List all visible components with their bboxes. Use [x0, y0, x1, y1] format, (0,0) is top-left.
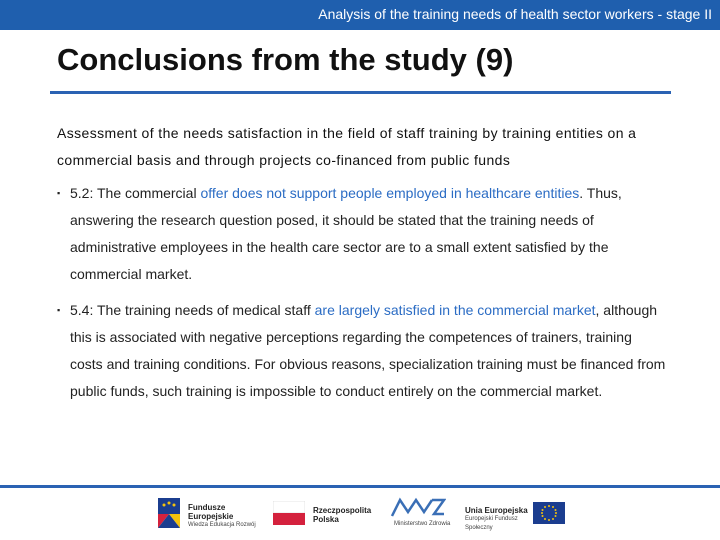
logo-subline: Europejski Fundusz Społeczny [465, 516, 518, 531]
ministerstwo-zdrowia-label: Ministerstwo Zdrowia [394, 521, 451, 527]
unia-europejska-logo [465, 496, 567, 530]
rzeczpospolita-polska-logo [273, 496, 373, 530]
logo-line: Europejskie [188, 512, 234, 521]
bullet-text-post: . Thus, answering the research question posed, it should be stated that the training needs of administrative employees in the health care sector are to a small extent satisfied by the commercial market. [70, 185, 622, 282]
footer-divider [0, 485, 720, 488]
rzeczpospolita-polska-label [313, 506, 371, 524]
bullet-text [57, 180, 667, 288]
polish-flag-icon [273, 501, 305, 525]
bullet-text-pre: 5.4: The training needs of medical staff [70, 302, 315, 318]
bullet-marker: ▪ [57, 188, 61, 198]
presentation-title: Analysis of the training needs of health sector workers - stage II [318, 6, 712, 22]
logo-line: Fundusze [188, 503, 226, 512]
logo-line: Rzeczpospolita [313, 506, 372, 515]
bullet-item [57, 180, 667, 288]
eu-flag-icon [533, 502, 565, 524]
section-subheading: Assessment of the needs satisfaction in the field of staff training by training entities on a commercial basis and through projects co-financed from public funds [57, 125, 637, 168]
bullet-highlight: offer does not support people employed in healthcare entities [200, 185, 580, 201]
bullet-marker: ▪ [57, 305, 61, 315]
bullet-highlight: are largely satisfied in the commercial market [314, 302, 596, 318]
bullet-text-pre: 5.2: The commercial [70, 185, 201, 201]
header-bar [0, 0, 720, 30]
bullet-text-post: , although this is associated with negative perceptions regarding the competences of trainers, training costs and training conditions. For obvious reasons, specialization training must be financed from public funds, such training is impossible to conduct entirely on the commercial market. [70, 302, 666, 399]
slide-title: Conclusions from the study (9) [57, 42, 514, 77]
ministerstwo-zdrowia-icon [390, 496, 446, 518]
logo-line: Polska [313, 515, 339, 524]
ministerstwo-zdrowia-logo [390, 496, 450, 530]
title-divider [50, 91, 671, 94]
logo-line: Unia Europejska [465, 506, 528, 515]
bullet-item [57, 297, 667, 405]
logo-subline: Wiedza Edukacja Rozwój [188, 522, 256, 528]
fundusze-europejskie-icon [155, 496, 183, 530]
fundusze-europejskie-logo [155, 496, 265, 530]
fundusze-europejskie-label [188, 503, 256, 530]
unia-europejska-label [465, 506, 531, 533]
bullet-text [57, 297, 667, 405]
